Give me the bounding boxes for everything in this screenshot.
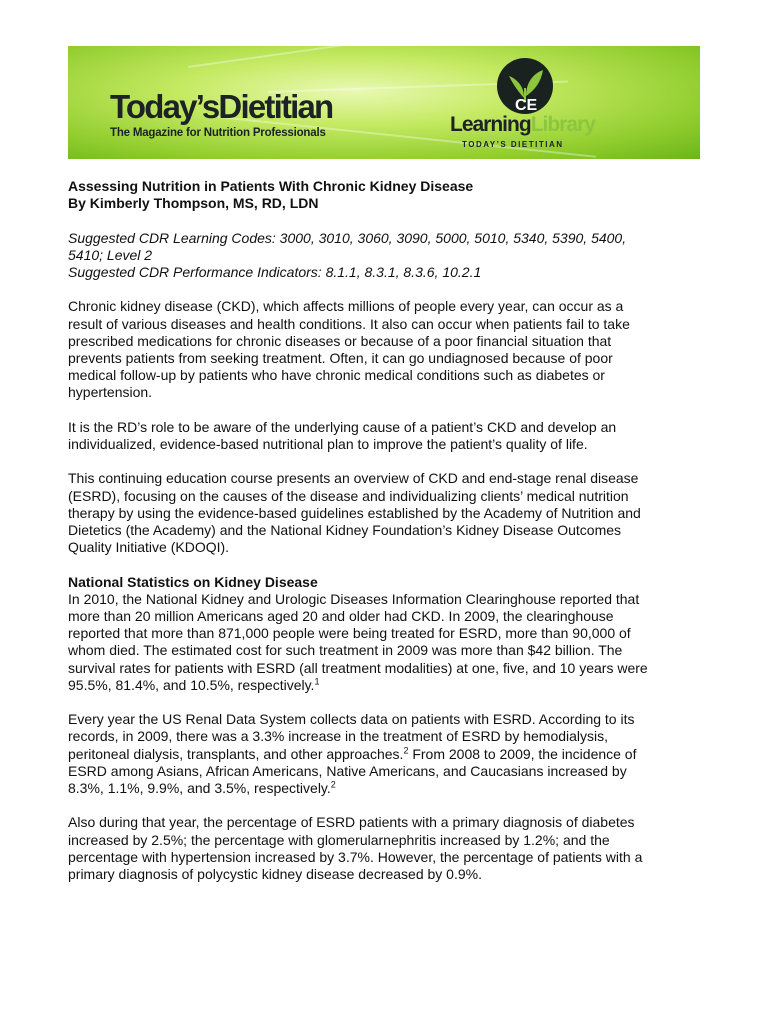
- text-line: This continuing education course presents an overview of CKD and end-stage renal disease: [68, 470, 639, 487]
- text-line: Also during that year, the percentage of ESRD patients with a primary diagnosis of diabetes: [68, 814, 635, 831]
- reference-number: 1: [314, 676, 320, 687]
- text-span: peritoneal dialysis, transplants, and other approaches.: [68, 745, 404, 762]
- text-line: [68, 746, 708, 763]
- intro-paragraph-2: [68, 419, 708, 453]
- text-line: reported that more than 871,000 people were being treated for ESRD, more than 90,000 of: [68, 625, 631, 642]
- learning-library-name: [450, 113, 595, 137]
- article-body: [68, 178, 708, 883]
- text-line: individualized, evidence-based nutritional plan to improve the patient’s quality of life.: [68, 436, 588, 452]
- text-line: prescribed medications for chronic diseases or because of a poor financial situation that: [68, 332, 612, 349]
- article-title: Assessing Nutrition in Patients With Chronic Kidney Disease: [68, 178, 474, 194]
- section-heading: National Statistics on Kidney Disease: [68, 573, 318, 590]
- text-line: [68, 780, 708, 797]
- reference-number: 2: [330, 779, 336, 790]
- learning-codes-line: Suggested CDR Learning Codes: 3000, 3010, 3060, 3090, 5000, 5010, 5340, 5390, 5400,: [68, 229, 627, 246]
- todays-dietitian-logo: [110, 90, 332, 139]
- ce-mark: CE: [515, 97, 538, 114]
- text-span: From 2008 to 2009, the incidence of: [408, 745, 637, 762]
- text-line: Every year the US Renal Data System collects data on patients with ESRD. According to its: [68, 711, 635, 728]
- text-line: hypertension.: [68, 384, 153, 401]
- text-line: increased by 2.5%; the percentage with glomerularnephritis increased by 1.2%; and the: [68, 831, 610, 848]
- reference-number: 2: [403, 744, 409, 755]
- performance-indicators: Suggested CDR Performance Indicators: 8.1.1, 8.3.1, 8.3.6, 10.2.1: [68, 264, 482, 280]
- library-word: Library: [530, 113, 595, 136]
- text-line: percentage with hypertension increased by 3.7%. However, the percentage of patients with a: [68, 848, 643, 865]
- text-line: therapy by using the evidence-based guidelines established by the Academy of Nutrition and: [68, 504, 641, 521]
- text-line: more than 20 million Americans aged 20 and older had CKD. In 2009, the clearinghouse: [68, 608, 614, 624]
- text-line: Dietetics (the Academy) and the National Kidney Foundation’s Kidney Disease Outcomes: [68, 522, 622, 538]
- text-line: records, in 2009, there was a 3.3% increase in the treatment of ESRD by hemodialysis,: [68, 728, 609, 745]
- text-line: In 2010, the National Kidney and Urologic Diseases Information Clearinghouse reported that: [68, 590, 640, 607]
- text-line: whom died. The estimated cost for such treatment in 2009 was more than $42 billion. The: [68, 642, 623, 659]
- learning-library-logo: [450, 58, 620, 153]
- stats-paragraph-3: [68, 814, 708, 883]
- text-line: prevents patients from seeking treatment. Often, it can go undiagnosed because of poor: [68, 350, 613, 366]
- text-line: [68, 677, 708, 694]
- text-span: 95.5%, 81.4%, and 10.5%, respectively.: [68, 676, 315, 693]
- text-line: Chronic kidney disease (CKD), which affects millions of people every year, can occur as a: [68, 298, 624, 315]
- stats-paragraph-1: [68, 591, 708, 694]
- ce-leaf-icon: [497, 58, 553, 114]
- text-line: It is the RD’s role to be aware of the underlying cause of a patient’s CKD and develop an: [68, 418, 617, 435]
- intro-paragraph-1: [68, 298, 708, 401]
- stats-paragraph-2: [68, 711, 708, 797]
- text-line: Quality Initiative (KDOQI).: [68, 539, 230, 556]
- article-byline: By Kimberly Thompson, MS, RD, LDN: [68, 195, 319, 212]
- learning-word: Learning: [450, 113, 531, 136]
- brand-title: Today’sDietitian: [110, 88, 333, 125]
- intro-paragraph-3: [68, 470, 708, 556]
- text-line: result of various diseases and health conditions. It also can occur when patients fail to take: [68, 315, 630, 332]
- text-line: survival rates for patients with ESRD (all treatment modalities) at one, five, and 10 years were: [68, 659, 648, 676]
- text-line: (ESRD), focusing on the causes of the disease and individualizing clients’ medical nutrition: [68, 487, 629, 504]
- learning-library-subtitle: TODAY’S DIETITIAN: [462, 140, 564, 149]
- text-line: ESRD among Asians, African Americans, Native Americans, and Caucasians increased by: [68, 762, 627, 779]
- learning-codes-line: 5410; Level 2: [68, 246, 153, 263]
- brand-tagline: The Magazine for Nutrition Professionals: [110, 127, 326, 139]
- text-line: primary diagnosis of polycystic kidney disease decreased by 0.9%.: [68, 866, 482, 883]
- text-span: 8.3%, 1.1%, 9.9%, and 3.5%, respectively.: [68, 780, 331, 797]
- text-line: medical follow-up by patients who have chronic medical conditions such as diabetes or: [68, 367, 605, 384]
- header-banner: [68, 46, 700, 159]
